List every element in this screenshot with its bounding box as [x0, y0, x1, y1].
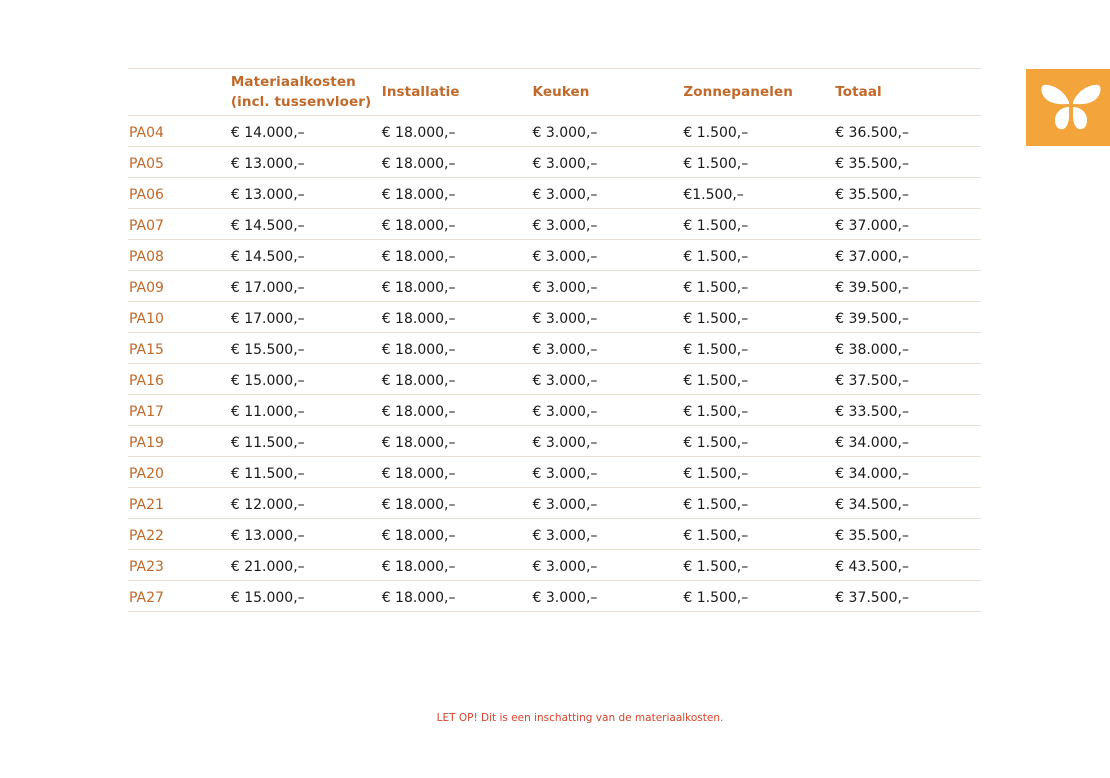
row-kitchen: € 3.000,–: [532, 155, 598, 172]
row-total: € 34.000,–: [835, 465, 909, 482]
row-solar: € 1.500,–: [683, 496, 749, 513]
row-material: € 13.000,–: [230, 155, 305, 172]
row-kitchen: € 3.000,–: [532, 403, 598, 420]
row-material: € 13.000,–: [230, 186, 305, 203]
row-installation: € 18.000,–: [381, 434, 456, 451]
brand-logo: [1026, 69, 1110, 146]
row-material: € 14.500,–: [230, 217, 305, 234]
row-total: € 39.500,–: [835, 279, 909, 296]
row-code: PA23: [129, 558, 164, 575]
row-installation: € 18.000,–: [381, 186, 456, 203]
row-code: PA08: [129, 248, 164, 265]
row-installation: € 18.000,–: [381, 341, 456, 358]
row-total: € 37.000,–: [835, 217, 909, 234]
row-kitchen: € 3.000,–: [532, 589, 598, 606]
row-installation: € 18.000,–: [381, 496, 456, 513]
table-row: [128, 519, 981, 550]
table-row: [128, 240, 981, 271]
row-material: € 11.500,–: [230, 434, 305, 451]
table-row: [128, 333, 981, 364]
row-solar: € 1.500,–: [683, 372, 749, 389]
header-solar: Zonnepanelen: [683, 84, 793, 100]
row-installation: € 18.000,–: [381, 589, 456, 606]
row-kitchen: € 3.000,–: [532, 496, 598, 513]
row-installation: € 18.000,–: [381, 248, 456, 265]
row-material: € 15.000,–: [230, 372, 305, 389]
row-total: € 35.500,–: [835, 186, 909, 203]
row-material: € 11.500,–: [230, 465, 305, 482]
row-code: PA07: [129, 217, 164, 234]
row-installation: € 18.000,–: [381, 558, 456, 575]
table-row: [128, 395, 981, 426]
row-total: € 38.000,–: [835, 341, 909, 358]
row-code: PA06: [129, 186, 164, 203]
row-material: € 21.000,–: [230, 558, 305, 575]
table-row: [128, 302, 981, 333]
table-row: [128, 488, 981, 519]
row-solar: € 1.500,–: [683, 403, 749, 420]
row-total: € 37.500,–: [835, 589, 909, 606]
row-material: € 17.000,–: [230, 310, 305, 327]
row-total: € 34.500,–: [835, 496, 909, 513]
row-total: € 35.500,–: [835, 155, 909, 172]
row-total: € 37.000,–: [835, 248, 909, 265]
row-kitchen: € 3.000,–: [532, 465, 598, 482]
row-code: PA05: [129, 155, 164, 172]
row-kitchen: € 3.000,–: [532, 434, 598, 451]
row-kitchen: € 3.000,–: [532, 310, 598, 327]
row-kitchen: € 3.000,–: [532, 372, 598, 389]
row-total: € 33.500,–: [835, 403, 909, 420]
butterfly-icon: [1040, 82, 1102, 132]
row-material: € 17.000,–: [230, 279, 305, 296]
row-installation: € 18.000,–: [381, 124, 456, 141]
row-material: € 12.000,–: [230, 496, 305, 513]
header-installation: Installatie: [381, 84, 460, 100]
table-row: [128, 550, 981, 581]
row-code: PA09: [129, 279, 164, 296]
row-solar: € 1.500,–: [683, 310, 749, 327]
row-code: PA21: [129, 496, 164, 513]
row-code: PA17: [129, 403, 164, 420]
row-material: € 15.000,–: [230, 589, 305, 606]
row-solar: € 1.500,–: [683, 279, 749, 296]
header-kitchen: Keuken: [532, 84, 590, 100]
row-code: PA19: [129, 434, 164, 451]
table-row: [128, 271, 981, 302]
row-total: € 39.500,–: [835, 310, 909, 327]
row-solar: € 1.500,–: [683, 434, 749, 451]
row-solar: € 1.500,–: [683, 589, 749, 606]
row-solar: € 1.500,–: [683, 465, 749, 482]
row-installation: € 18.000,–: [381, 465, 456, 482]
row-installation: € 18.000,–: [381, 372, 456, 389]
table-row: [128, 364, 981, 395]
row-installation: € 18.000,–: [381, 310, 456, 327]
table-row: [128, 178, 981, 209]
row-solar: € 1.500,–: [683, 217, 749, 234]
row-code: PA27: [129, 589, 164, 606]
row-solar: €1.500,–: [683, 186, 744, 203]
row-solar: € 1.500,–: [683, 124, 749, 141]
row-installation: € 18.000,–: [381, 527, 456, 544]
table-header: [128, 69, 981, 116]
cost-table: [128, 68, 981, 612]
table-row: [128, 581, 981, 612]
row-material: € 14.000,–: [230, 124, 305, 141]
row-code: PA16: [129, 372, 164, 389]
row-kitchen: € 3.000,–: [532, 279, 598, 296]
row-total: € 36.500,–: [835, 124, 909, 141]
header-total: Totaal: [835, 84, 882, 100]
table-row: [128, 209, 981, 240]
row-solar: € 1.500,–: [683, 155, 749, 172]
row-installation: € 18.000,–: [381, 279, 456, 296]
row-kitchen: € 3.000,–: [532, 124, 598, 141]
row-total: € 37.500,–: [835, 372, 909, 389]
row-total: € 43.500,–: [835, 558, 909, 575]
table-body: [128, 116, 981, 612]
row-kitchen: € 3.000,–: [532, 217, 598, 234]
header-material: Materiaalkosten (incl. tussenvloer): [230, 74, 372, 110]
row-material: € 15.500,–: [230, 341, 305, 358]
row-code: PA10: [129, 310, 164, 327]
table-row: [128, 147, 981, 178]
row-kitchen: € 3.000,–: [532, 527, 598, 544]
row-total: € 34.000,–: [835, 434, 909, 451]
row-code: PA20: [129, 465, 164, 482]
row-code: PA22: [129, 527, 164, 544]
row-solar: € 1.500,–: [683, 527, 749, 544]
row-kitchen: € 3.000,–: [532, 341, 598, 358]
row-code: PA04: [129, 124, 164, 141]
row-kitchen: € 3.000,–: [532, 248, 598, 265]
row-material: € 14.500,–: [230, 248, 305, 265]
table-row: [128, 457, 981, 488]
disclaimer-note: LET OP! Dit is een inschatting van de materiaalkosten.: [436, 712, 724, 724]
row-solar: € 1.500,–: [683, 341, 749, 358]
row-material: € 11.000,–: [230, 403, 305, 420]
row-kitchen: € 3.000,–: [532, 558, 598, 575]
row-code: PA15: [129, 341, 164, 358]
table-row: [128, 116, 981, 147]
row-solar: € 1.500,–: [683, 558, 749, 575]
table-row: [128, 426, 981, 457]
row-material: € 13.000,–: [230, 527, 305, 544]
row-installation: € 18.000,–: [381, 403, 456, 420]
row-total: € 35.500,–: [835, 527, 909, 544]
row-installation: € 18.000,–: [381, 217, 456, 234]
row-installation: € 18.000,–: [381, 155, 456, 172]
row-kitchen: € 3.000,–: [532, 186, 598, 203]
row-solar: € 1.500,–: [683, 248, 749, 265]
